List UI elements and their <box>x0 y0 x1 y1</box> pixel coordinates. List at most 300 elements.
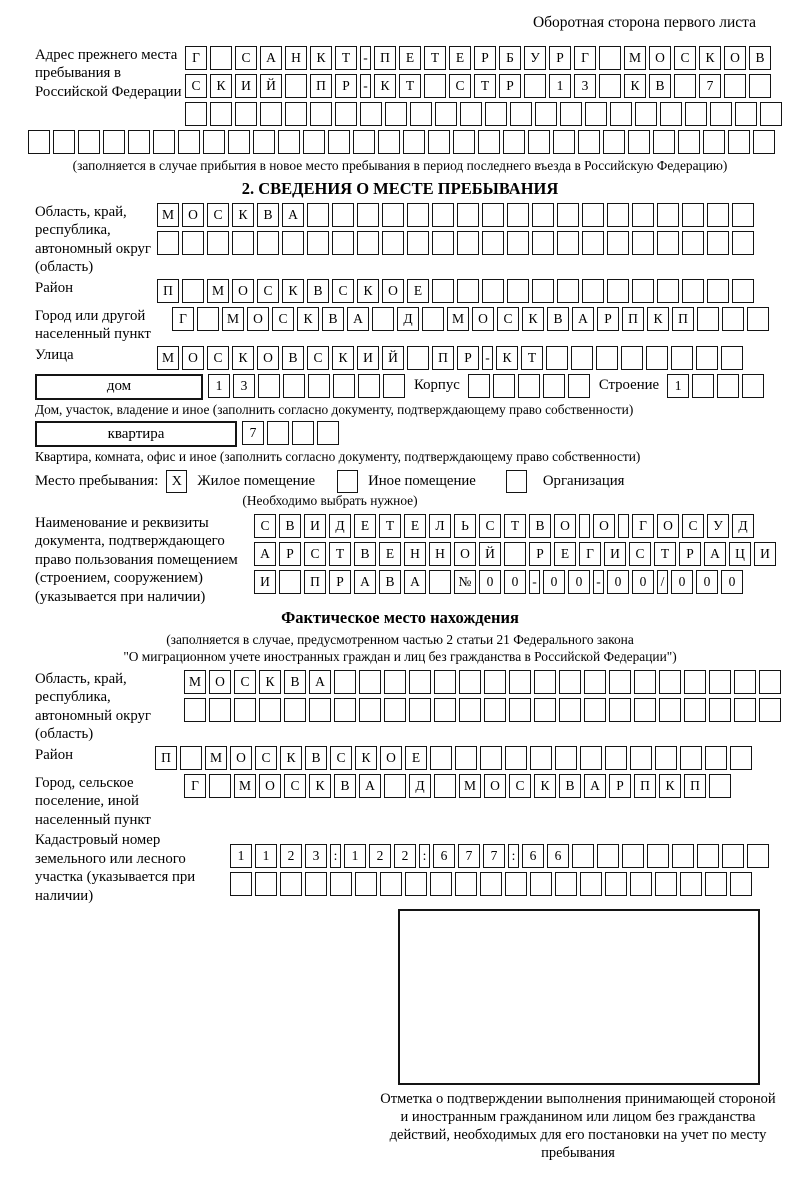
char-cell[interactable] <box>178 130 200 154</box>
char-cell[interactable] <box>728 130 750 154</box>
char-cell[interactable] <box>632 231 654 255</box>
char-cell[interactable]: О <box>247 307 269 331</box>
char-cell[interactable] <box>534 698 556 722</box>
char-cell[interactable] <box>634 670 656 694</box>
char-cell[interactable] <box>749 74 771 98</box>
char-cell[interactable] <box>409 670 431 694</box>
char-cell[interactable]: - <box>482 346 493 370</box>
char-cell[interactable] <box>507 279 529 303</box>
char-cell[interactable] <box>429 570 451 594</box>
char-cell[interactable]: С <box>257 279 279 303</box>
char-cell[interactable]: Г <box>632 514 654 538</box>
char-cell[interactable] <box>579 514 590 538</box>
char-cell[interactable] <box>209 698 231 722</box>
char-cell[interactable] <box>609 698 631 722</box>
char-cell[interactable] <box>582 231 604 255</box>
char-cell[interactable]: 7 <box>458 844 480 868</box>
char-cell[interactable]: С <box>332 279 354 303</box>
char-cell[interactable] <box>735 102 757 126</box>
char-cell[interactable] <box>692 374 714 398</box>
char-cell[interactable] <box>684 698 706 722</box>
char-cell[interactable]: К <box>659 774 681 798</box>
char-cell[interactable] <box>680 746 702 770</box>
char-cell[interactable] <box>503 130 525 154</box>
char-cell[interactable] <box>203 130 225 154</box>
char-cell[interactable]: Е <box>405 746 427 770</box>
char-cell[interactable] <box>185 102 207 126</box>
char-cell[interactable]: № <box>454 570 476 594</box>
char-cell[interactable]: С <box>449 74 471 98</box>
char-cell[interactable] <box>734 698 756 722</box>
char-cell[interactable]: О <box>209 670 231 694</box>
char-cell[interactable]: И <box>304 514 326 538</box>
char-cell[interactable]: 7 <box>483 844 505 868</box>
char-cell[interactable]: К <box>297 307 319 331</box>
char-cell[interactable]: - <box>593 570 604 594</box>
char-cell[interactable] <box>734 670 756 694</box>
char-cell[interactable] <box>455 872 477 896</box>
char-cell[interactable]: А <box>404 570 426 594</box>
char-cell[interactable]: П <box>622 307 644 331</box>
char-cell[interactable] <box>732 231 754 255</box>
char-cell[interactable] <box>310 102 332 126</box>
char-cell[interactable]: Н <box>429 542 451 566</box>
char-cell[interactable]: Р <box>329 570 351 594</box>
char-cell[interactable] <box>403 130 425 154</box>
char-cell[interactable] <box>610 102 632 126</box>
char-cell[interactable]: С <box>207 346 229 370</box>
char-cell[interactable] <box>724 74 746 98</box>
char-cell[interactable]: П <box>432 346 454 370</box>
char-cell[interactable] <box>407 203 429 227</box>
char-cell[interactable] <box>609 670 631 694</box>
char-cell[interactable] <box>534 670 556 694</box>
char-cell[interactable]: С <box>234 670 256 694</box>
char-cell[interactable]: С <box>255 746 277 770</box>
char-cell[interactable]: И <box>604 542 626 566</box>
char-cell[interactable]: 1 <box>549 74 571 98</box>
char-cell[interactable] <box>210 46 232 70</box>
char-cell[interactable] <box>530 746 552 770</box>
char-cell[interactable]: В <box>649 74 671 98</box>
char-cell[interactable]: Р <box>457 346 479 370</box>
char-cell[interactable]: К <box>357 279 379 303</box>
char-cell[interactable]: М <box>207 279 229 303</box>
char-cell[interactable] <box>380 872 402 896</box>
char-cell[interactable] <box>568 374 590 398</box>
char-cell[interactable]: К <box>282 279 304 303</box>
char-cell[interactable] <box>280 872 302 896</box>
char-cell[interactable]: Е <box>354 514 376 538</box>
char-cell[interactable] <box>378 130 400 154</box>
char-cell[interactable]: А <box>584 774 606 798</box>
char-cell[interactable]: И <box>235 74 257 98</box>
char-cell[interactable] <box>330 872 352 896</box>
char-cell[interactable]: - <box>360 74 371 98</box>
char-cell[interactable]: А <box>572 307 594 331</box>
char-cell[interactable]: М <box>157 346 179 370</box>
char-cell[interactable] <box>434 670 456 694</box>
char-cell[interactable]: С <box>682 514 704 538</box>
char-cell[interactable]: : <box>508 844 519 868</box>
char-cell[interactable] <box>332 203 354 227</box>
char-cell[interactable]: Д <box>397 307 419 331</box>
char-cell[interactable]: В <box>305 746 327 770</box>
char-cell[interactable]: М <box>184 670 206 694</box>
char-cell[interactable]: Р <box>549 46 571 70</box>
char-cell[interactable] <box>559 698 581 722</box>
char-cell[interactable] <box>759 670 781 694</box>
char-cell[interactable] <box>493 374 515 398</box>
char-cell[interactable] <box>482 203 504 227</box>
char-cell[interactable]: Т <box>474 74 496 98</box>
char-cell[interactable]: Е <box>399 46 421 70</box>
char-cell[interactable] <box>210 102 232 126</box>
char-cell[interactable] <box>255 872 277 896</box>
char-cell[interactable]: П <box>672 307 694 331</box>
char-cell[interactable] <box>705 872 727 896</box>
char-cell[interactable]: 1 <box>208 374 230 398</box>
char-cell[interactable]: У <box>707 514 729 538</box>
char-cell[interactable]: 3 <box>305 844 327 868</box>
char-cell[interactable]: Й <box>260 74 282 98</box>
char-cell[interactable] <box>684 670 706 694</box>
char-cell[interactable]: В <box>749 46 771 70</box>
char-cell[interactable] <box>309 698 331 722</box>
char-cell[interactable] <box>578 130 600 154</box>
char-cell[interactable] <box>532 203 554 227</box>
char-cell[interactable]: О <box>257 346 279 370</box>
char-cell[interactable] <box>705 746 727 770</box>
char-cell[interactable] <box>571 346 593 370</box>
char-cell[interactable] <box>682 231 704 255</box>
char-cell[interactable] <box>659 670 681 694</box>
char-cell[interactable] <box>721 346 743 370</box>
char-cell[interactable] <box>459 698 481 722</box>
char-cell[interactable] <box>459 670 481 694</box>
char-cell[interactable] <box>505 872 527 896</box>
char-cell[interactable]: Ь <box>454 514 476 538</box>
char-cell[interactable] <box>532 279 554 303</box>
char-cell[interactable] <box>709 774 731 798</box>
char-cell[interactable] <box>353 130 375 154</box>
char-cell[interactable] <box>507 231 529 255</box>
char-cell[interactable] <box>359 670 381 694</box>
char-cell[interactable]: 7 <box>242 421 264 445</box>
char-cell[interactable]: Т <box>424 46 446 70</box>
char-cell[interactable]: М <box>234 774 256 798</box>
char-cell[interactable]: 0 <box>504 570 526 594</box>
char-cell[interactable] <box>584 670 606 694</box>
char-cell[interactable] <box>283 374 305 398</box>
char-cell[interactable]: К <box>624 74 646 98</box>
char-cell[interactable]: В <box>547 307 569 331</box>
char-cell[interactable] <box>384 698 406 722</box>
char-cell[interactable]: 1 <box>255 844 277 868</box>
char-cell[interactable]: П <box>157 279 179 303</box>
char-cell[interactable] <box>653 130 675 154</box>
char-cell[interactable]: С <box>674 46 696 70</box>
char-cell[interactable] <box>434 774 456 798</box>
char-cell[interactable] <box>284 698 306 722</box>
char-cell[interactable]: П <box>684 774 706 798</box>
char-cell[interactable] <box>635 102 657 126</box>
char-cell[interactable] <box>680 872 702 896</box>
char-cell[interactable]: 2 <box>394 844 416 868</box>
char-cell[interactable] <box>759 698 781 722</box>
char-cell[interactable] <box>182 231 204 255</box>
char-cell[interactable]: 3 <box>574 74 596 98</box>
char-cell[interactable] <box>103 130 125 154</box>
char-cell[interactable] <box>730 746 752 770</box>
char-cell[interactable] <box>228 130 250 154</box>
char-cell[interactable] <box>599 46 621 70</box>
char-cell[interactable]: К <box>232 346 254 370</box>
char-cell[interactable] <box>303 130 325 154</box>
char-cell[interactable] <box>621 346 643 370</box>
char-cell[interactable] <box>753 130 775 154</box>
char-cell[interactable] <box>332 231 354 255</box>
char-cell[interactable]: Й <box>382 346 404 370</box>
char-cell[interactable] <box>385 102 407 126</box>
char-cell[interactable] <box>317 421 339 445</box>
char-cell[interactable] <box>457 279 479 303</box>
char-cell[interactable] <box>607 279 629 303</box>
char-cell[interactable]: О <box>230 746 252 770</box>
char-cell[interactable] <box>432 203 454 227</box>
char-cell[interactable] <box>372 307 394 331</box>
char-cell[interactable] <box>435 102 457 126</box>
char-cell[interactable] <box>428 130 450 154</box>
char-cell[interactable] <box>382 203 404 227</box>
char-cell[interactable]: С <box>479 514 501 538</box>
char-cell[interactable] <box>278 130 300 154</box>
char-cell[interactable] <box>509 698 531 722</box>
char-cell[interactable]: Р <box>597 307 619 331</box>
char-cell[interactable] <box>524 74 546 98</box>
char-cell[interactable]: 0 <box>696 570 718 594</box>
char-cell[interactable] <box>696 346 718 370</box>
char-cell[interactable] <box>328 130 350 154</box>
char-cell[interactable] <box>722 844 744 868</box>
char-cell[interactable] <box>672 844 694 868</box>
char-cell[interactable] <box>482 231 504 255</box>
char-cell[interactable] <box>358 374 380 398</box>
char-cell[interactable] <box>717 374 739 398</box>
char-cell[interactable]: С <box>330 746 352 770</box>
char-cell[interactable]: К <box>332 346 354 370</box>
char-cell[interactable] <box>747 844 769 868</box>
char-cell[interactable] <box>543 374 565 398</box>
char-cell[interactable] <box>596 346 618 370</box>
char-cell[interactable] <box>657 203 679 227</box>
char-cell[interactable]: П <box>310 74 332 98</box>
char-cell[interactable] <box>260 102 282 126</box>
char-cell[interactable] <box>468 374 490 398</box>
char-cell[interactable] <box>484 670 506 694</box>
char-cell[interactable]: И <box>254 570 276 594</box>
char-cell[interactable] <box>518 374 540 398</box>
char-cell[interactable]: О <box>484 774 506 798</box>
char-cell[interactable]: Г <box>184 774 206 798</box>
char-cell[interactable] <box>697 844 719 868</box>
char-cell[interactable]: Н <box>404 542 426 566</box>
char-cell[interactable] <box>307 203 329 227</box>
char-cell[interactable]: М <box>222 307 244 331</box>
char-cell[interactable] <box>359 698 381 722</box>
char-cell[interactable] <box>659 698 681 722</box>
char-cell[interactable] <box>28 130 50 154</box>
char-cell[interactable]: Г <box>579 542 601 566</box>
char-cell[interactable] <box>485 102 507 126</box>
char-cell[interactable] <box>453 130 475 154</box>
char-cell[interactable]: 2 <box>280 844 302 868</box>
char-cell[interactable]: 1 <box>344 844 366 868</box>
char-cell[interactable] <box>722 307 744 331</box>
char-cell[interactable] <box>622 844 644 868</box>
char-cell[interactable]: О <box>182 203 204 227</box>
char-cell[interactable]: В <box>307 279 329 303</box>
char-cell[interactable]: Л <box>429 514 451 538</box>
char-cell[interactable] <box>285 74 307 98</box>
char-cell[interactable] <box>279 570 301 594</box>
char-cell[interactable]: К <box>259 670 281 694</box>
char-cell[interactable]: А <box>260 46 282 70</box>
char-cell[interactable]: Е <box>379 542 401 566</box>
char-cell[interactable] <box>422 307 444 331</box>
char-cell[interactable]: : <box>419 844 430 868</box>
char-cell[interactable]: К <box>309 774 331 798</box>
char-cell[interactable]: Р <box>499 74 521 98</box>
char-cell[interactable] <box>657 279 679 303</box>
char-cell[interactable]: А <box>359 774 381 798</box>
char-cell[interactable]: М <box>157 203 179 227</box>
char-cell[interactable]: - <box>360 46 371 70</box>
char-cell[interactable]: Р <box>609 774 631 798</box>
char-cell[interactable] <box>555 872 577 896</box>
char-cell[interactable]: 0 <box>479 570 501 594</box>
char-cell[interactable] <box>78 130 100 154</box>
char-cell[interactable]: 0 <box>721 570 743 594</box>
char-cell[interactable]: А <box>254 542 276 566</box>
char-cell[interactable] <box>267 421 289 445</box>
char-cell[interactable] <box>709 698 731 722</box>
char-cell[interactable] <box>655 746 677 770</box>
char-cell[interactable]: В <box>354 542 376 566</box>
char-cell[interactable] <box>557 279 579 303</box>
char-cell[interactable]: А <box>282 203 304 227</box>
char-cell[interactable]: В <box>379 570 401 594</box>
char-cell[interactable]: А <box>347 307 369 331</box>
char-cell[interactable]: А <box>354 570 376 594</box>
char-cell[interactable]: С <box>272 307 294 331</box>
char-cell[interactable] <box>597 844 619 868</box>
char-cell[interactable] <box>460 102 482 126</box>
char-cell[interactable]: 7 <box>699 74 721 98</box>
char-cell[interactable]: В <box>282 346 304 370</box>
char-cell[interactable] <box>434 698 456 722</box>
char-cell[interactable] <box>235 102 257 126</box>
char-cell[interactable] <box>710 102 732 126</box>
char-cell[interactable] <box>707 203 729 227</box>
char-cell[interactable]: К <box>522 307 544 331</box>
char-cell[interactable] <box>674 74 696 98</box>
char-cell[interactable]: С <box>254 514 276 538</box>
char-cell[interactable]: 6 <box>547 844 569 868</box>
char-cell[interactable] <box>647 844 669 868</box>
char-cell[interactable] <box>559 670 581 694</box>
char-cell[interactable]: С <box>207 203 229 227</box>
char-cell[interactable] <box>234 698 256 722</box>
char-cell[interactable] <box>432 231 454 255</box>
char-cell[interactable]: П <box>155 746 177 770</box>
char-cell[interactable]: П <box>634 774 656 798</box>
char-cell[interactable] <box>53 130 75 154</box>
char-cell[interactable] <box>632 279 654 303</box>
char-cell[interactable] <box>584 698 606 722</box>
char-cell[interactable] <box>580 746 602 770</box>
char-cell[interactable] <box>258 374 280 398</box>
char-cell[interactable]: 1 <box>230 844 252 868</box>
char-cell[interactable] <box>605 872 627 896</box>
char-cell[interactable]: Е <box>554 542 576 566</box>
checkbox-other-premises[interactable] <box>337 470 358 493</box>
char-cell[interactable] <box>230 872 252 896</box>
char-cell[interactable]: Г <box>172 307 194 331</box>
char-cell[interactable] <box>607 231 629 255</box>
char-cell[interactable] <box>730 872 752 896</box>
char-cell[interactable] <box>430 872 452 896</box>
char-cell[interactable] <box>607 203 629 227</box>
char-cell[interactable] <box>432 279 454 303</box>
char-cell[interactable]: Т <box>504 514 526 538</box>
char-cell[interactable]: У <box>524 46 546 70</box>
char-cell[interactable]: 0 <box>632 570 654 594</box>
char-cell[interactable]: Р <box>335 74 357 98</box>
char-cell[interactable]: Т <box>399 74 421 98</box>
char-cell[interactable]: Д <box>732 514 754 538</box>
char-cell[interactable]: Е <box>407 279 429 303</box>
char-cell[interactable]: Т <box>335 46 357 70</box>
char-cell[interactable] <box>530 872 552 896</box>
char-cell[interactable]: О <box>657 514 679 538</box>
char-cell[interactable] <box>582 279 604 303</box>
char-cell[interactable]: Р <box>279 542 301 566</box>
char-cell[interactable] <box>646 346 668 370</box>
char-cell[interactable] <box>384 670 406 694</box>
char-cell[interactable]: К <box>210 74 232 98</box>
char-cell[interactable] <box>509 670 531 694</box>
char-cell[interactable] <box>409 698 431 722</box>
char-cell[interactable]: К <box>310 46 332 70</box>
char-cell[interactable]: О <box>259 774 281 798</box>
char-cell[interactable]: К <box>534 774 556 798</box>
char-cell[interactable] <box>557 231 579 255</box>
char-cell[interactable] <box>630 872 652 896</box>
char-cell[interactable]: К <box>374 74 396 98</box>
char-cell[interactable]: С <box>307 346 329 370</box>
char-cell[interactable]: С <box>235 46 257 70</box>
char-cell[interactable] <box>557 203 579 227</box>
checkbox-residential[interactable]: X <box>166 470 187 493</box>
char-cell[interactable]: Г <box>574 46 596 70</box>
char-cell[interactable]: Р <box>529 542 551 566</box>
char-cell[interactable] <box>630 746 652 770</box>
char-cell[interactable] <box>197 307 219 331</box>
char-cell[interactable] <box>742 374 764 398</box>
char-cell[interactable]: Р <box>679 542 701 566</box>
char-cell[interactable]: П <box>304 570 326 594</box>
